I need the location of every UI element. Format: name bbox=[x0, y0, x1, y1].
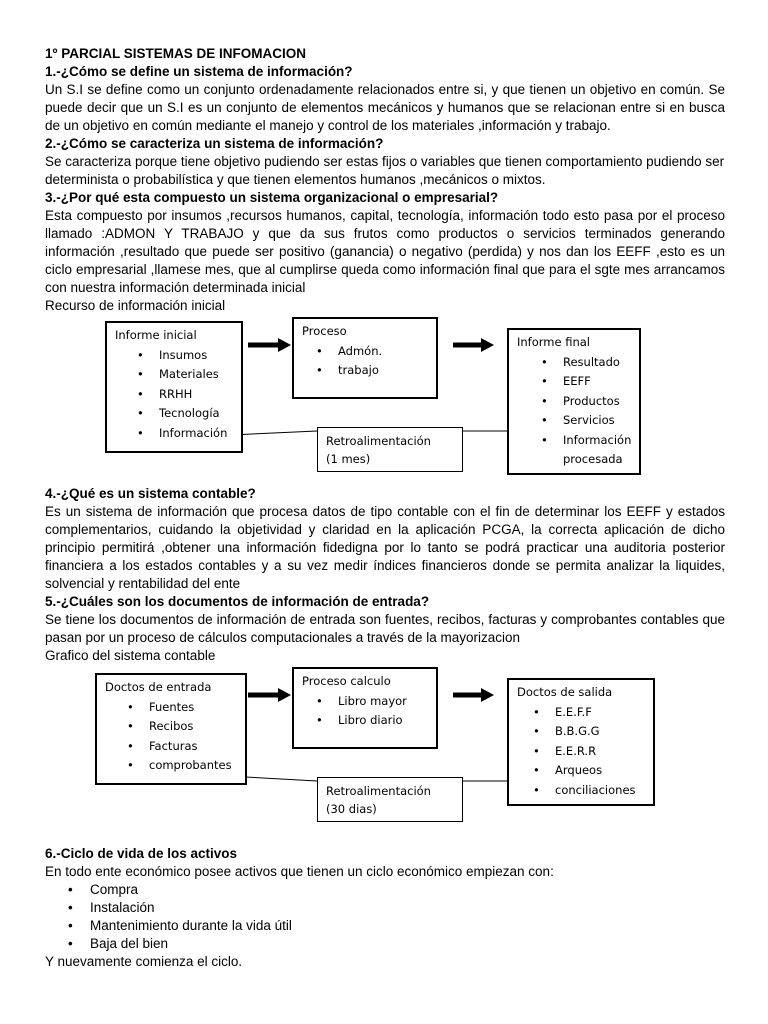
list-item: • Servicios bbox=[563, 411, 631, 431]
feedback-period: (1 mes) bbox=[326, 452, 371, 466]
list-item: • E.E.R.R bbox=[555, 742, 645, 762]
list-item: • Admón. bbox=[338, 342, 428, 362]
system-diagram-2 bbox=[45, 667, 725, 827]
output-box bbox=[507, 678, 655, 806]
list-item: • E.E.F.F bbox=[555, 703, 645, 723]
input-box-title: Doctos de entrada bbox=[105, 680, 212, 694]
output-box bbox=[507, 328, 641, 475]
diagram-1-caption: Recurso de información inicial bbox=[45, 298, 226, 313]
answer-5: Se tiene los documentos de información de entrada son fuentes, recibos, facturas y comprobantes contables que pasan por un proceso de cálculos computacionales a través de la mayorizacion bbox=[45, 612, 725, 645]
question-2: 2.-¿Cómo se caracteriza un sistema de información? bbox=[45, 136, 384, 151]
list-item: • EEFF bbox=[563, 372, 631, 392]
input-box bbox=[105, 321, 243, 453]
input-box-title: Informe inicial bbox=[115, 328, 197, 342]
list-item: • Libro mayor bbox=[338, 692, 428, 712]
arrow-icon bbox=[481, 688, 494, 702]
list-item: • conciliaciones bbox=[555, 781, 645, 801]
list-item: • Libro diario bbox=[338, 711, 428, 731]
arrow-icon bbox=[278, 338, 291, 352]
asset-lifecycle-list bbox=[45, 881, 725, 953]
answer-6-intro: En todo ente económico posee activos que tienen un ciclo económico empiezan con: bbox=[45, 864, 554, 879]
list-item: • Baja del bien bbox=[90, 935, 725, 953]
answer-6-closing: Y nuevamente comienza el ciclo. bbox=[45, 954, 243, 969]
list-item: • Resultado bbox=[563, 353, 631, 373]
output-box-title: Doctos de salida bbox=[517, 685, 613, 699]
answer-4: Es un sistema de información que procesa datos de tipo contable con el fin de determinar los EEFF y estados complementarios, cuidando la objetividad y claridad en la aplicación PCGA, la correcta aplicación de dicho principio permitirá ,obtener una información fidedigna por lo tanto se podrá practicar una auditoria posterior financiera a los estados contables y a su vez medir índices financieros donde se permita analizar la liquides, solvencial y rentabilidad del ente bbox=[45, 504, 725, 591]
list-item: • Recibos bbox=[149, 717, 237, 737]
list-item: • Mantenimiento durante la vida útil bbox=[90, 917, 725, 935]
process-box-title: Proceso calculo bbox=[302, 674, 391, 688]
list-item: • Tecnología bbox=[159, 404, 233, 424]
list-item: • trabajo bbox=[338, 361, 428, 381]
list-item: • Materiales bbox=[159, 365, 233, 385]
question-3: 3.-¿Por qué esta compuesto un sistema organizacional o empresarial? bbox=[45, 190, 499, 205]
list-item: • Arqueos bbox=[555, 761, 645, 781]
question-6: 6.-Ciclo de vida de los activos bbox=[45, 846, 238, 861]
list-item: • comprobantes bbox=[149, 756, 237, 776]
question-1: 1.-¿Cómo se define un sistema de información? bbox=[45, 64, 353, 79]
answer-3: Esta compuesto por insumos ,recursos humanos, capital, tecnología, información todo esto pasa por el proceso llamado :ADMON Y TRABAJO y que da sus frutos como productos o servicios terminados generando información ,resultado que puede ser positivo (ganancia) o negativo (perdida) y nos dan los EEFF ,esto es un ciclo empresarial ,llamese mes, que al cumplirse queda como información final que para el sgte mes arrancamos con nuestra información determinada inicial bbox=[45, 208, 725, 295]
list-item: • Compra bbox=[90, 881, 725, 899]
list-item: • B.B.G.G bbox=[555, 722, 645, 742]
output-item-continuation: procesada bbox=[563, 452, 623, 466]
list-item: • Información bbox=[563, 431, 631, 451]
answer-2: Se caracteriza porque tiene objetivo pudiendo ser estas fijos o variables que tienen comportamiento pudiendo ser determinista o probabilística y que tienen elementos humanos ,mecánicos o mixtos. bbox=[45, 154, 725, 187]
process-box bbox=[292, 317, 438, 399]
list-item: • RRHH bbox=[159, 385, 233, 405]
list-item: • Fuentes bbox=[149, 698, 237, 718]
feedback-label: Retroalimentación bbox=[326, 434, 431, 448]
arrow-icon bbox=[481, 338, 494, 352]
list-item: • Facturas bbox=[149, 737, 237, 757]
feedback-period: (30 dias) bbox=[326, 802, 377, 816]
input-box bbox=[95, 673, 247, 785]
diagram-2-caption: Grafico del sistema contable bbox=[45, 648, 216, 663]
list-item: • Información bbox=[159, 424, 233, 444]
document-page bbox=[45, 45, 725, 971]
document-title: 1º PARCIAL SISTEMAS DE INFOMACION bbox=[45, 46, 306, 61]
process-box-title: Proceso bbox=[302, 324, 347, 338]
feedback-box bbox=[317, 427, 463, 472]
list-item: • Instalación bbox=[90, 899, 725, 917]
list-item: • Insumos bbox=[159, 346, 233, 366]
output-box-title: Informe final bbox=[517, 335, 590, 349]
arrow-icon bbox=[278, 688, 291, 702]
question-5: 5.-¿Cuáles son los documentos de información de entrada? bbox=[45, 594, 430, 609]
feedback-label: Retroalimentación bbox=[326, 784, 431, 798]
system-diagram-1 bbox=[45, 317, 725, 475]
feedback-box bbox=[317, 777, 463, 822]
process-box bbox=[292, 667, 438, 749]
answer-1: Un S.I se define como un conjunto ordenadamente relacionados entre si, y que tienen un objetivo en común. Se puede decir que un S.I es un conjunto de elementos mecánicos y humanos que se relacionan entre si en busca de un objetivo en común mediante el manejo y control de los materiales ,información y trabajo. bbox=[45, 82, 725, 133]
list-item: • Productos bbox=[563, 392, 631, 412]
question-4: 4.-¿Qué es un sistema contable? bbox=[45, 486, 256, 501]
